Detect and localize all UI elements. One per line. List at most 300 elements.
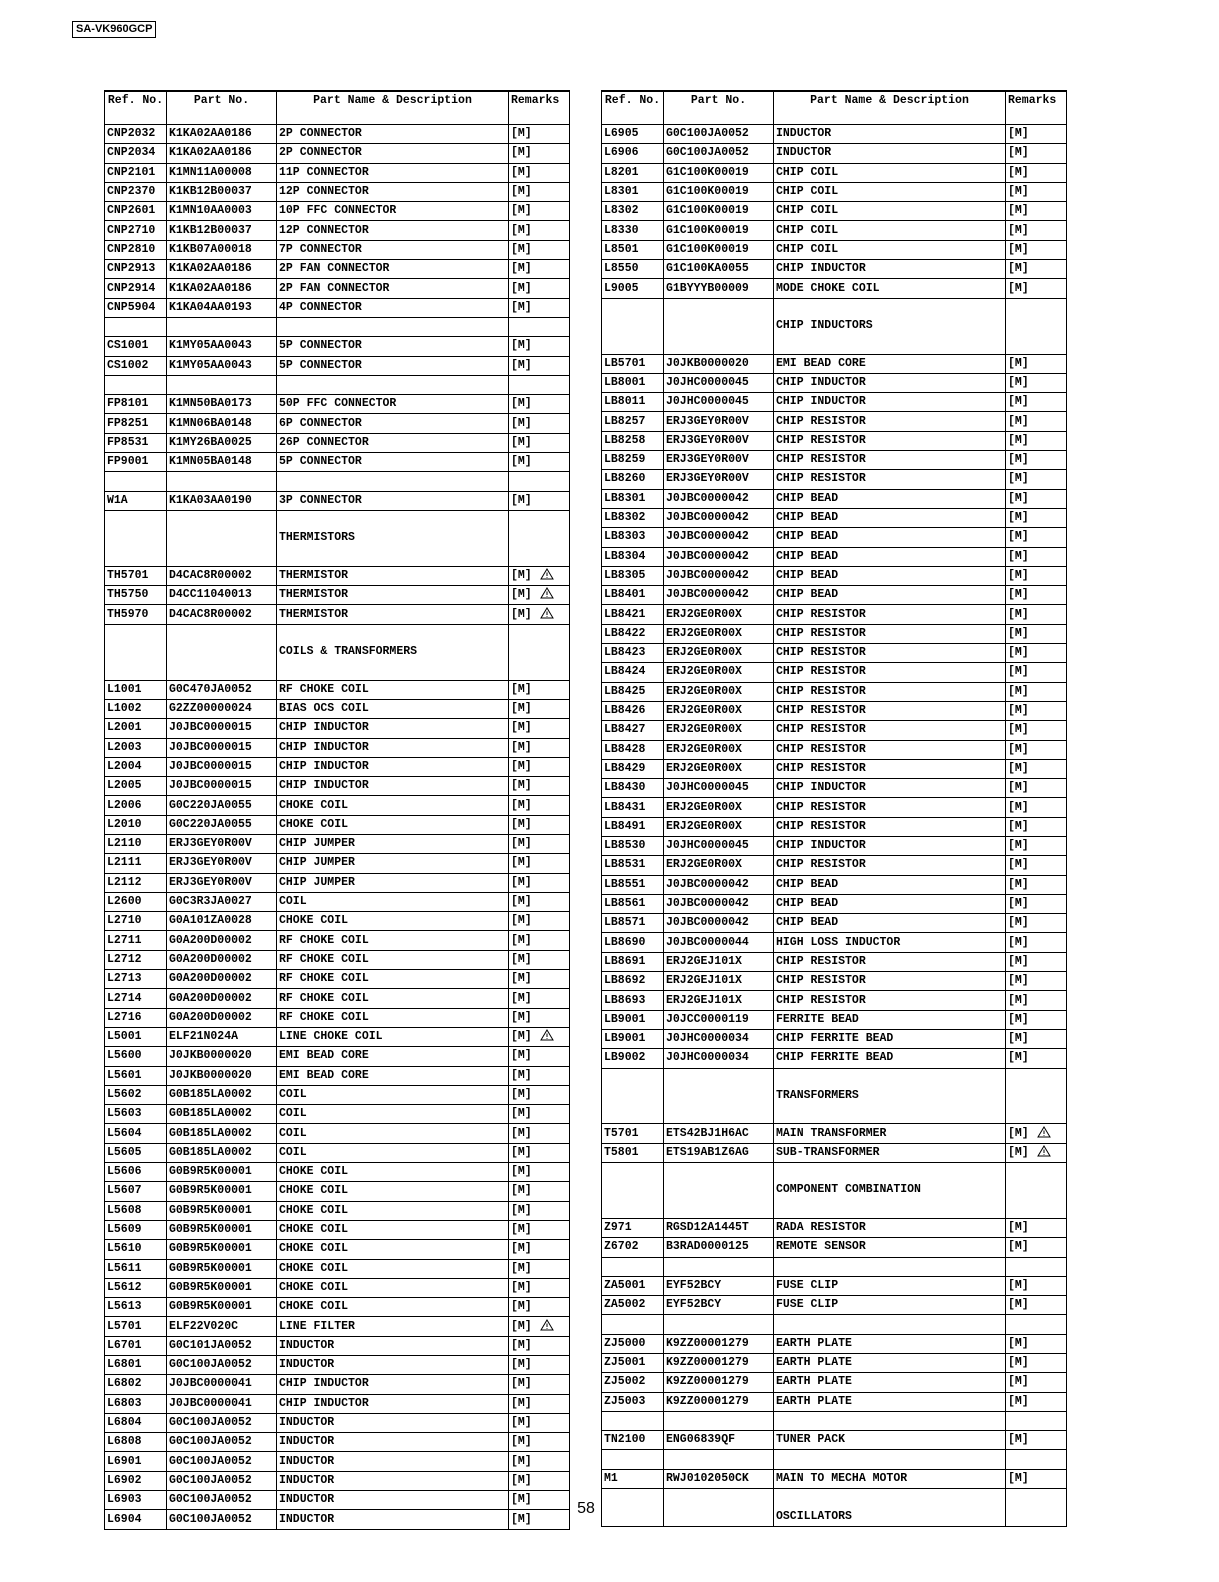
description-cell: [774, 354, 1006, 373]
cell-text: G0B9R5K00001: [169, 1203, 252, 1217]
cell-text: L2110: [107, 837, 142, 851]
cell-text: L5600: [107, 1049, 142, 1063]
cell-text: L8301: [604, 185, 639, 199]
cell-text: LB8302: [604, 511, 646, 525]
part-no-cell: [664, 1200, 774, 1219]
description-cell: [277, 529, 509, 547]
cell-text: THERMISTOR: [279, 607, 349, 621]
cell-text: L5609: [107, 1223, 142, 1237]
table-row: [105, 1317, 570, 1336]
part-no-cell: [664, 817, 774, 836]
ref-cell: [105, 1163, 167, 1182]
cell-text: [M]: [511, 242, 532, 256]
description-cell: [277, 757, 509, 776]
cell-text: L2710: [107, 914, 142, 928]
description-cell: [774, 182, 1006, 201]
cell-text: G0C100JA0052: [169, 1493, 252, 1507]
cell-text: K1KA02AA0186: [169, 262, 252, 276]
table-row: [105, 337, 570, 356]
part-no-cell: [167, 1278, 277, 1297]
remarks-cell: [509, 182, 570, 201]
cell-text: BIAS OCS COIL: [279, 702, 369, 716]
cell-text: L6902: [107, 1473, 142, 1487]
description-cell: [774, 701, 1006, 720]
ref-cell: [105, 566, 167, 585]
table-row: [602, 779, 1067, 798]
cell-text: J0JKB0000020: [666, 356, 749, 370]
remarks-cell: [509, 834, 570, 853]
ref-cell: [602, 1257, 664, 1276]
table-row: [602, 1238, 1067, 1257]
ref-cell: [602, 856, 664, 875]
table-row: [602, 412, 1067, 431]
cell-text: [M]: [1008, 935, 1029, 949]
part-no-cell: [167, 719, 277, 738]
description-cell: [774, 566, 1006, 585]
description-cell: [277, 931, 509, 950]
description-cell: [277, 395, 509, 414]
cell-text: G0A101ZA0028: [169, 914, 252, 928]
remarks-cell: [1006, 566, 1067, 585]
cell-text: CHIP COIL: [776, 242, 839, 256]
part-no-cell: [664, 1010, 774, 1029]
cell-text: ERJ2GE0R00X: [666, 665, 742, 679]
cell-text: G0B9R5K00001: [169, 1280, 252, 1294]
cell-text: [M]: [1008, 223, 1029, 237]
description-cell: [277, 202, 509, 221]
cell-text: CHIP RESISTOR: [776, 954, 866, 968]
cell-text: ERJ3GEY0R00V: [666, 433, 749, 447]
cell-text: 3P CONNECTOR: [279, 493, 362, 507]
remarks-cell: [509, 221, 570, 240]
description-cell: [277, 1298, 509, 1317]
description-cell: [774, 1124, 1006, 1143]
cell-text: L5605: [107, 1145, 142, 1159]
table-row: [602, 663, 1067, 682]
part-no-cell: [167, 279, 277, 298]
description-cell: [277, 1182, 509, 1201]
part-no-cell: [167, 912, 277, 931]
cell-text: LB8423: [604, 646, 646, 660]
cell-text: ZJ5002: [604, 1375, 646, 1389]
remarks-cell: [1006, 1029, 1067, 1048]
cell-text: FP9001: [107, 455, 149, 469]
part-no-cell: [167, 796, 277, 815]
description-cell: [277, 661, 509, 680]
ref-cell: [105, 1298, 167, 1317]
cell-text: G0A200D00002: [169, 991, 252, 1005]
cell-text: CHIP RESISTOR: [776, 646, 866, 660]
cell-text: L6905: [604, 127, 639, 141]
ref-cell: [105, 738, 167, 757]
cell-text: J0JHC0000045: [666, 781, 749, 795]
description-cell: [774, 240, 1006, 259]
remarks-cell: [509, 1163, 570, 1182]
cell-text: [M]: [1008, 1012, 1029, 1026]
remarks-cell: [1006, 451, 1067, 470]
ref-cell: [105, 815, 167, 834]
ref-cell: [105, 892, 167, 911]
description-cell: [774, 1257, 1006, 1276]
cell-text: INDUCTOR: [279, 1416, 335, 1430]
cell-text: G0B185LA0002: [169, 1126, 252, 1140]
cell-text: [M]: [511, 798, 532, 812]
description-cell: [774, 740, 1006, 759]
cell-text: G0C101JA0052: [169, 1338, 252, 1352]
remarks-cell: [509, 317, 570, 336]
cell-text: [M]: [511, 493, 532, 507]
cell-text: LB8424: [604, 665, 646, 679]
description-cell: [774, 393, 1006, 412]
ref-cell: [602, 412, 664, 431]
cell-text: B3RAD0000125: [666, 1240, 749, 1254]
ref-cell: [602, 817, 664, 836]
description-cell: [774, 991, 1006, 1010]
description-cell: [774, 431, 1006, 450]
table-row: [602, 373, 1067, 392]
remarks-cell: [1006, 1469, 1067, 1488]
cell-text: CHIP INDUCTOR: [776, 262, 866, 276]
cell-text: RADA RESISTOR: [776, 1221, 866, 1235]
ref-cell: [602, 298, 664, 317]
table-row: [602, 163, 1067, 182]
cell-text: ZJ5000: [604, 1336, 646, 1350]
cell-text: [M]: [1008, 127, 1029, 141]
part-no-cell: [664, 933, 774, 952]
ref-cell: [602, 1068, 664, 1087]
description-cell: [277, 815, 509, 834]
cell-text: [M]: [511, 933, 532, 947]
remarks-cell: [1006, 1200, 1067, 1219]
cell-text: G0B185LA0002: [169, 1087, 252, 1101]
cell-text: K9ZZ00001279: [666, 1356, 749, 1370]
cell-text: L5602: [107, 1087, 142, 1101]
table-row: [105, 873, 570, 892]
description-cell: [277, 221, 509, 240]
cell-text: L2004: [107, 759, 142, 773]
remarks-cell: [509, 854, 570, 873]
cell-text: [M]: [1008, 877, 1029, 891]
cell-text: [M]: [1008, 800, 1029, 814]
cell-text: [M]: [1008, 723, 1029, 737]
remarks-cell: [1006, 952, 1067, 971]
safety-warning-icon: [540, 1029, 554, 1041]
cell-text: [M]: [1008, 433, 1029, 447]
page-number: 58: [577, 1500, 595, 1517]
cell-text: J0JBC0000044: [666, 935, 749, 949]
cell-text: [M]: [1008, 1240, 1029, 1254]
remarks-cell: [1006, 279, 1067, 298]
ref-cell: [602, 373, 664, 392]
description-cell: [774, 1087, 1006, 1105]
cell-text: COIL: [279, 1126, 307, 1140]
safety-warning-icon: [540, 568, 554, 580]
cell-text: [M]: [511, 1049, 532, 1063]
cell-text: INDUCTOR: [279, 1435, 335, 1449]
cell-text: CNP5904: [107, 300, 156, 314]
cell-text: CHIP RESISTOR: [776, 761, 866, 775]
ref-cell: [602, 125, 664, 144]
description-cell: [774, 451, 1006, 470]
cell-text: G0C220JA0055: [169, 817, 252, 831]
cell-text: ERJ2GEJ101X: [666, 993, 742, 1007]
remarks-cell: [1006, 240, 1067, 259]
ref-cell: [105, 643, 167, 661]
cell-text: [M]: [1008, 1336, 1029, 1350]
table-row: [105, 1375, 570, 1394]
table-row: [105, 1413, 570, 1432]
description-cell: [774, 470, 1006, 489]
cell-text: [M]: [1008, 974, 1029, 988]
ref-cell: [105, 1452, 167, 1471]
cell-text: ERJ2GEJ101X: [666, 954, 742, 968]
cell-text: [M]: [1008, 242, 1029, 256]
cell-text: K1MY26BA0025: [169, 435, 252, 449]
description-cell: [774, 1238, 1006, 1257]
cell-text: CHOKE COIL: [279, 1223, 349, 1237]
part-no-cell: [664, 260, 774, 279]
ref-cell: [105, 1085, 167, 1104]
part-no-cell: [664, 221, 774, 240]
remarks-cell: [509, 1047, 570, 1066]
cell-text: [M]: [511, 991, 532, 1005]
part-no-cell: [167, 1452, 277, 1471]
table-row: [602, 260, 1067, 279]
cell-text: [M]: [511, 262, 532, 276]
description-cell: [277, 970, 509, 989]
part-no-cell: [167, 1240, 277, 1259]
cell-text: TRANSFORMERS: [776, 1088, 859, 1102]
part-no-cell: [664, 1257, 774, 1276]
remarks-cell: [1006, 125, 1067, 144]
ref-cell: [105, 1240, 167, 1259]
table-row: [602, 1411, 1067, 1430]
cell-text: RF CHOKE COIL: [279, 991, 369, 1005]
table-row: [602, 1392, 1067, 1411]
cell-text: EARTH PLATE: [776, 1375, 852, 1389]
description-cell: [774, 952, 1006, 971]
part-no-cell: [664, 1296, 774, 1315]
cell-text: [M]: [511, 1087, 532, 1101]
remarks-cell: [1006, 933, 1067, 952]
ref-cell: [602, 144, 664, 163]
ref-cell: [105, 260, 167, 279]
description-cell: [774, 489, 1006, 508]
ref-cell: [105, 414, 167, 433]
ref-cell: [602, 759, 664, 778]
remarks-cell: [1006, 1334, 1067, 1353]
remarks-cell: [1006, 470, 1067, 489]
part-no-cell: [664, 972, 774, 991]
cell-text: G2ZZ00000024: [169, 702, 252, 716]
table-row: [105, 1394, 570, 1413]
cell-text: G0C100JA0052: [169, 1454, 252, 1468]
cell-text: CHIP JUMPER: [279, 837, 355, 851]
cell-text: CHOKE COIL: [279, 1300, 349, 1314]
cell-text: Z6702: [604, 1240, 639, 1254]
cell-text: [M]: [511, 702, 532, 716]
part-no-cell: [664, 1163, 774, 1182]
part-no-cell: [664, 1068, 774, 1087]
cell-text: L2714: [107, 991, 142, 1005]
cell-text: RF CHOKE COIL: [279, 682, 369, 696]
ref-cell: [602, 1469, 664, 1488]
table-row: [602, 566, 1067, 585]
cell-text: CHIP BEAD: [776, 568, 839, 582]
table-row: [105, 317, 570, 336]
remarks-cell: [509, 892, 570, 911]
part-no-cell: [167, 586, 277, 605]
part-no-cell: [664, 1029, 774, 1048]
description-cell: [774, 1200, 1006, 1219]
description-cell: [774, 1276, 1006, 1295]
table-row: [105, 1124, 570, 1143]
description-cell: [277, 1047, 509, 1066]
cell-text: CHIP RESISTOR: [776, 453, 866, 467]
cell-text: COMPONENT COMBINATION: [776, 1183, 921, 1197]
description-cell: [774, 933, 1006, 952]
description-cell: [277, 453, 509, 472]
ref-cell: [105, 950, 167, 969]
remarks-cell: [1006, 1181, 1067, 1199]
description-cell: [774, 1010, 1006, 1029]
cell-text: 2P CONNECTOR: [279, 127, 362, 141]
cell-text: CHIP RESISTOR: [776, 993, 866, 1007]
table-row: [602, 144, 1067, 163]
part-no-cell: [664, 1238, 774, 1257]
header-remarks: Remarks: [509, 91, 570, 125]
ref-cell: [105, 989, 167, 1008]
cell-text: ERJ3GEY0R00V: [666, 472, 749, 486]
cell-text: CHIP BEAD: [776, 491, 839, 505]
ref-cell: [602, 972, 664, 991]
remarks-cell: [509, 1008, 570, 1027]
cell-text: [M]: [511, 759, 532, 773]
ref-cell: [105, 395, 167, 414]
cell-text: L2003: [107, 740, 142, 754]
table-row: [105, 1105, 570, 1124]
table-row: [602, 202, 1067, 221]
part-no-cell: [664, 856, 774, 875]
cell-text: CHIP JUMPER: [279, 875, 355, 889]
table-row: [105, 395, 570, 414]
part-no-cell: [664, 644, 774, 663]
cell-text: G0B9R5K00001: [169, 1261, 252, 1275]
cell-text: ERJ2GE0R00X: [666, 723, 742, 737]
ref-cell: [105, 472, 167, 491]
cell-text: LB8431: [604, 800, 646, 814]
part-no-cell: [664, 1411, 774, 1430]
part-no-cell: [167, 414, 277, 433]
cell-text: CHIP RESISTOR: [776, 723, 866, 737]
cell-text: LB8303: [604, 530, 646, 544]
cell-text: [M]: [1008, 204, 1029, 218]
cell-text: [M]: [511, 223, 532, 237]
description-cell: [277, 950, 509, 969]
table-row: [602, 721, 1067, 740]
cell-text: [M]: [511, 1377, 532, 1391]
cell-text: ERJ2GE0R00X: [666, 800, 742, 814]
cell-text: ERJ2GE0R00X: [666, 742, 742, 756]
table-row: [602, 279, 1067, 298]
cell-text: [M]: [511, 588, 532, 602]
description-cell: [774, 856, 1006, 875]
remarks-cell: [1006, 298, 1067, 317]
table-row: [105, 1452, 570, 1471]
cell-text: [M]: [1008, 530, 1029, 544]
description-cell: [774, 1450, 1006, 1469]
table-row: [602, 335, 1067, 354]
table-row: [105, 1433, 570, 1452]
ref-cell: [602, 1029, 664, 1048]
ref-cell: [105, 931, 167, 950]
remarks-cell: [509, 970, 570, 989]
cell-text: J0JBC0000042: [666, 568, 749, 582]
cell-text: TH5970: [107, 607, 149, 621]
table-row: [602, 354, 1067, 373]
cell-text: LB5701: [604, 356, 646, 370]
part-no-cell: [167, 1375, 277, 1394]
cell-text: L5607: [107, 1184, 142, 1198]
cell-text: CNP2101: [107, 165, 156, 179]
table-row: [105, 624, 570, 643]
remarks-cell: [1006, 1276, 1067, 1295]
remarks-cell: [1006, 221, 1067, 240]
ref-cell: [105, 1356, 167, 1375]
cell-text: [M]: [1008, 684, 1029, 698]
remarks-cell: [509, 337, 570, 356]
ref-cell: [105, 873, 167, 892]
safety-warning-icon: [540, 607, 554, 619]
ref-cell: [602, 933, 664, 952]
cell-text: ERJ2GE0R00X: [666, 704, 742, 718]
ref-cell: [105, 1259, 167, 1278]
cell-text: LB8401: [604, 588, 646, 602]
part-no-cell: [664, 1218, 774, 1237]
table-row: [602, 1469, 1067, 1488]
remarks-cell: [1006, 991, 1067, 1010]
cell-text: CHIP BEAD: [776, 511, 839, 525]
cell-text: [M]: [511, 281, 532, 295]
part-no-cell: [664, 451, 774, 470]
ref-cell: [602, 1238, 664, 1257]
description-cell: [277, 1452, 509, 1471]
remarks-cell: [509, 1259, 570, 1278]
remarks-cell: [509, 414, 570, 433]
header-description: Part Name & Description: [277, 91, 509, 125]
ref-cell: [105, 298, 167, 317]
part-no-cell: [167, 182, 277, 201]
cell-text: G0C3R3JA0027: [169, 895, 252, 909]
ref-cell: [602, 952, 664, 971]
cell-text: LB8693: [604, 993, 646, 1007]
part-no-cell: [167, 989, 277, 1008]
remarks-cell: [1006, 779, 1067, 798]
remarks-cell: [1006, 644, 1067, 663]
ref-cell: [105, 719, 167, 738]
cell-text: LB8305: [604, 568, 646, 582]
table-row: [105, 1163, 570, 1182]
remarks-cell: [1006, 1450, 1067, 1469]
description-cell: [774, 1392, 1006, 1411]
cell-text: EARTH PLATE: [776, 1394, 852, 1408]
cell-text: [M]: [511, 1416, 532, 1430]
cell-text: CHIP COIL: [776, 223, 839, 237]
cell-text: [M]: [511, 875, 532, 889]
remarks-cell: [509, 873, 570, 892]
table-row: [105, 931, 570, 950]
cell-text: J0JBC0000042: [666, 916, 749, 930]
